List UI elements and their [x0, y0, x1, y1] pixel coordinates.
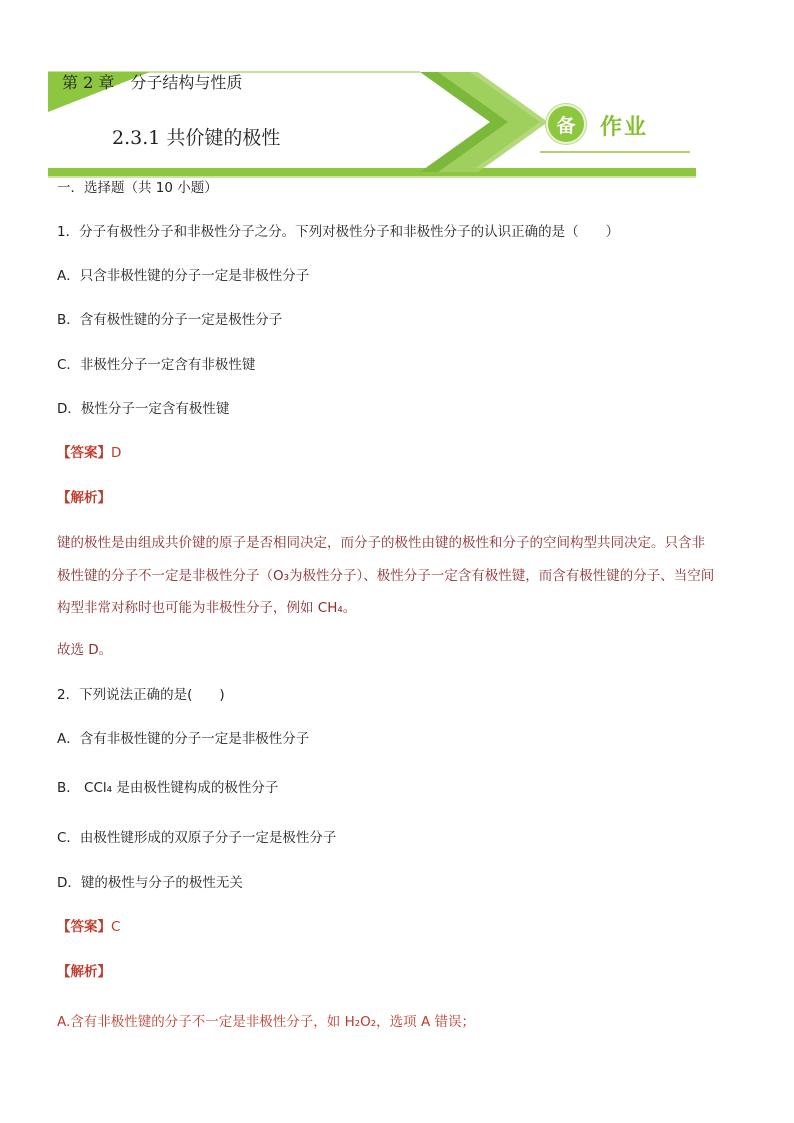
q1-stem: 1．分子有极性分子和非极性分子之分。下列对极性分子和非极性分子的认识正确的是（ ） [57, 224, 620, 240]
q1-option-d: D．极性分子一定含有极性键 [57, 401, 230, 417]
section-title: 2.3.1 共价键的极性 [112, 127, 281, 149]
q1-analysis-line-3: 构型非常对称时也可能为非极性分子，例如 CH₄。 [57, 600, 357, 616]
q1-analysis-line-2: 极性键的分子不一定是非极性分子（O₃为极性分子）、极性分子一定含有极性键，而含有极性键的分子、当空间 [57, 568, 715, 584]
q1-option-c: C．非极性分子一定含有非极性键 [57, 357, 256, 373]
q1-answer-label: 【答案】 [57, 445, 111, 461]
q2-analysis-line: A.含有非极性键的分子不一定是非极性分子，如 H₂O₂，选项 A 错误； [57, 1014, 475, 1030]
badge-icon: 备 [548, 106, 584, 142]
q2-answer-value: C [111, 919, 121, 935]
q1-answer [57, 443, 121, 463]
q2-analysis-label-text: 【解析】 [57, 964, 111, 980]
q1-analysis-label [57, 488, 111, 508]
question-section-heading: 一．选择题（共 10 小题） [57, 180, 218, 196]
q1-answer-value: D [111, 445, 122, 461]
q2-option-b: B． CCl₄ 是由极性键构成的极性分子 [57, 780, 279, 796]
q2-option-a: A．含有非极性键的分子一定是非极性分子 [57, 731, 310, 747]
header-bottom-band [48, 168, 696, 176]
q2-option-d: D．键的极性与分子的极性无关 [57, 875, 243, 891]
header-graphic [0, 0, 794, 190]
q1-option-a: A．只含非极性键的分子一定是非极性分子 [57, 268, 310, 284]
page-header [0, 0, 794, 190]
q2-stem: 2．下列说法正确的是( ) [57, 687, 225, 703]
q1-option-b: B．含有极性键的分子一定是极性分子 [57, 312, 283, 328]
q2-option-c: C．由极性键形成的双原子分子一定是极性分子 [57, 830, 337, 846]
q1-analysis-label-text: 【解析】 [57, 490, 111, 506]
chapter-title: 第 2 章 分子结构与性质 [62, 73, 243, 92]
q2-analysis-label [57, 962, 111, 982]
q2-answer-label: 【答案】 [57, 919, 111, 935]
q1-conclusion: 故选 D。 [57, 642, 113, 658]
q1-analysis-line-1: 键的极性是由组成共价键的原子是否相同决定，而分子的极性由键的极性和分子的空间构型共同决定。只含非 [57, 535, 705, 551]
q2-answer [57, 917, 120, 937]
badge-label: 作业 [600, 115, 649, 140]
